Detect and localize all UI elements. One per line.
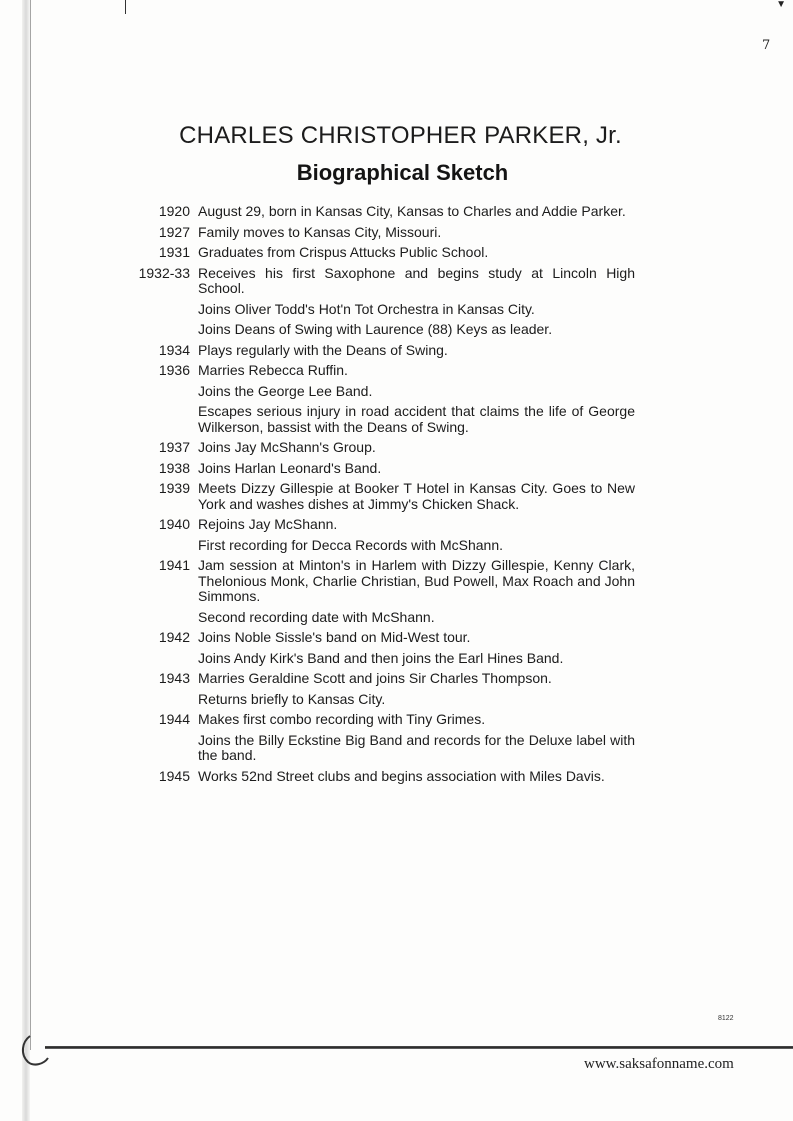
timeline-entry [135, 245, 635, 261]
timeline-event: Escapes serious injury in road accident that claims the life of George Wilkerson, bassist with the Deans of Swing. [198, 403, 635, 435]
timeline-entry [135, 266, 635, 338]
timeline-event: Joins Jay McShann's Group. [198, 439, 376, 455]
timeline-events [198, 204, 635, 220]
timeline-event: Joins Deans of Swing with Laurence (88) Keys as leader. [198, 321, 553, 337]
timeline-event: Joins Noble Sissle's band on Mid-West tour. [198, 629, 471, 645]
timeline-year: 1938 [158, 459, 190, 476]
timeline-year: 1944 [158, 711, 190, 727]
corner-mark: ▼ [776, 0, 786, 10]
timeline-event: August 29, born in Kansas City, Kansas to Charles and Addie Parker. [198, 203, 626, 219]
timeline-entry [135, 712, 635, 764]
timeline-event: Joins Harlan Leonard's Band. [198, 459, 382, 476]
binding-line [30, 0, 31, 1050]
timeline-event: Makes first combo recording with Tiny Grimes. [198, 711, 486, 727]
document-code: 8122 [718, 1015, 734, 1022]
page-curl-icon [18, 1034, 50, 1068]
timeline-entry [135, 630, 635, 666]
timeline-year: 1931 [158, 244, 190, 260]
timeline-year: 1932-33 [138, 264, 190, 281]
timeline-entry [135, 671, 635, 707]
timeline-year: 1943 [158, 670, 190, 686]
timeline-events [198, 558, 635, 625]
timeline-event: Joins the Billy Eckstine Big Band and records for the Deluxe label with the band. [198, 731, 635, 763]
timeline-year: 1937 [158, 439, 190, 455]
timeline-events [198, 769, 635, 785]
timeline-event: Graduates from Crispus Attucks Public School. [198, 244, 489, 260]
timeline-events [198, 630, 635, 666]
timeline-event: Rejoins Jay McShann. [198, 516, 338, 532]
timeline-event: Marries Geraldine Scott and joins Sir Charles Thompson. [198, 670, 552, 686]
timeline-event: Returns briefly to Kansas City. [198, 690, 386, 707]
timeline-events [198, 461, 635, 477]
timeline-year: 1920 [158, 203, 190, 219]
timeline-event: Marries Rebecca Ruffin. [198, 362, 348, 378]
timeline-events [198, 481, 635, 512]
timeline-events [198, 363, 635, 435]
timeline-entry [135, 225, 635, 241]
timeline-year: 1939 [158, 480, 190, 496]
timeline-event: Jam session at Minton's in Harlem with Dizzy Gillespie, Kenny Clark, Thelonious Monk, Charlie Christian, Bud Powell, Max Roach and John Simmons. [198, 557, 635, 604]
timeline-year: 1927 [158, 223, 190, 240]
timeline-event: Plays regularly with the Deans of Swing. [198, 341, 448, 358]
timeline-events [198, 225, 635, 241]
scan-tick-mark [125, 0, 126, 14]
timeline [135, 204, 635, 789]
page-title: CHARLES CHRISTOPHER PARKER, Jr. [179, 122, 622, 149]
timeline-event: Works 52nd Street clubs and begins association with Miles Davis. [198, 767, 605, 784]
timeline-year: 1934 [158, 341, 190, 358]
timeline-events [198, 712, 635, 764]
timeline-events [198, 440, 635, 456]
timeline-event: Second recording date with McShann. [198, 608, 435, 625]
timeline-entry [135, 558, 635, 625]
timeline-entry [135, 440, 635, 456]
timeline-event: Meets Dizzy Gillespie at Booker T Hotel in Kansas City. Goes to New York and washes dishes at Jimmy's Chicken Shack. [198, 480, 635, 512]
footer-url: www.saksafonname.com [584, 1056, 734, 1072]
timeline-event: First recording for Decca Records with McShann. [198, 536, 503, 553]
page-number: 7 [762, 38, 771, 53]
timeline-event: Family moves to Kansas City, Missouri. [198, 223, 442, 240]
timeline-year: 1942 [158, 629, 190, 645]
timeline-entry [135, 363, 635, 435]
timeline-event: Joins Oliver Todd's Hot'n Tot Orchestra in Kansas City. [198, 300, 535, 317]
timeline-events [198, 517, 635, 553]
timeline-events [198, 266, 635, 338]
timeline-year: 1945 [158, 767, 190, 784]
timeline-entry [135, 481, 635, 512]
timeline-year: 1941 [158, 557, 190, 573]
timeline-events [198, 671, 635, 707]
timeline-entry [135, 343, 635, 359]
timeline-event: Receives his first Saxophone and begins study at Lincoln High School. [198, 264, 635, 296]
timeline-year: 1936 [158, 362, 190, 378]
timeline-events [198, 343, 635, 359]
timeline-entry [135, 517, 635, 553]
footer-rule [45, 1046, 793, 1049]
timeline-events [198, 245, 635, 261]
timeline-entry [135, 769, 635, 785]
timeline-event: Joins Andy Kirk's Band and then joins the Earl Hines Band. [198, 649, 564, 666]
timeline-entry [135, 461, 635, 477]
timeline-year: 1940 [158, 516, 190, 532]
timeline-entry [135, 204, 635, 220]
timeline-event: Joins the George Lee Band. [198, 382, 373, 399]
page-subtitle: Biographical Sketch [296, 160, 509, 185]
